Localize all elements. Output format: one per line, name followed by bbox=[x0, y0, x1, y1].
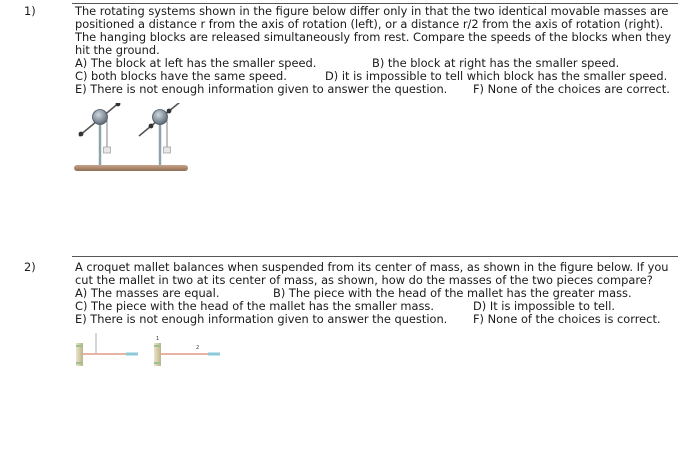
question-1-stem-line: The hanging blocks are released simultaneously from rest. Compare the speeds of the blocks when they bbox=[75, 30, 672, 44]
question-1-stem-line: hit the ground. bbox=[75, 43, 160, 57]
right-rotating-system bbox=[139, 103, 180, 165]
question-2-choices-row-3 bbox=[75, 313, 675, 326]
right-mass-outer bbox=[167, 109, 172, 114]
mallet-handle-grip bbox=[208, 353, 220, 356]
question-2-number: 2) bbox=[24, 260, 36, 274]
question-2-choice-e[interactable]: E) There is not enough information given to answer the question. bbox=[75, 312, 448, 326]
question-1-choice-a[interactable]: A) The block at left has the smaller speed. bbox=[75, 56, 317, 70]
question-1-number: 1) bbox=[24, 4, 36, 18]
question-1-choices-row-3 bbox=[75, 83, 675, 96]
question-1-choice-c[interactable]: C) both blocks have the same speed. bbox=[75, 69, 287, 83]
right-mass-inner bbox=[149, 124, 154, 129]
question-2-stem-line: cut the mallet in two at its center of mass, as shown, how do the masses of the two pieces compare? bbox=[75, 273, 653, 287]
question-2-choice-c[interactable]: C) The piece with the head of the mallet has the smaller mass. bbox=[75, 299, 434, 313]
question-2-top-rule bbox=[72, 256, 678, 257]
question-1-stem bbox=[75, 5, 675, 57]
left-mass-inner bbox=[79, 132, 84, 137]
mallet-handle-grip bbox=[126, 353, 138, 356]
piece-label-2: 2 bbox=[196, 345, 200, 351]
mallet-head-band-top bbox=[154, 345, 161, 347]
croquet-mallet-figure bbox=[72, 333, 227, 367]
question-2-stem-line: A croquet mallet balances when suspended from its center of mass, as shown in the figure below. If you bbox=[75, 260, 669, 274]
question-2-choice-b[interactable]: B) The piece with the head of the mallet has the greater mass. bbox=[273, 286, 632, 300]
question-2-choice-a[interactable]: A) The masses are equal. bbox=[75, 286, 220, 300]
mallet-head-band-bottom bbox=[76, 362, 83, 364]
mallet-head-band-top bbox=[76, 345, 83, 347]
rotating-systems-figure bbox=[72, 103, 192, 178]
mallet-suspended bbox=[76, 333, 138, 366]
ground-platform bbox=[74, 165, 188, 171]
right-pulley bbox=[153, 110, 168, 125]
question-1-choice-d[interactable]: D) it is impossible to tell which block has the smaller speed. bbox=[325, 69, 668, 83]
question-1-stem-line: The rotating systems shown in the figure below differ only in that the two identical movable masses are bbox=[75, 4, 669, 18]
question-1-choice-f[interactable]: F) None of the choices are correct. bbox=[473, 82, 670, 96]
question-1-stem-line: positioned a distance r from the axis of rotation (left), or a distance r/2 from the axis of rotation (right). bbox=[75, 17, 664, 31]
mallet-cut bbox=[154, 336, 220, 366]
left-hanging-block bbox=[104, 147, 111, 153]
piece-label-1: 1 bbox=[156, 336, 160, 342]
left-rotating-system bbox=[79, 103, 121, 165]
question-1-choice-e[interactable]: E) There is not enough information given to answer the question. bbox=[75, 82, 448, 96]
question-2-choice-f[interactable]: F) None of the choices is correct. bbox=[473, 312, 661, 326]
question-2-choice-d[interactable]: D) It is impossible to tell. bbox=[473, 299, 615, 313]
right-hanging-block bbox=[164, 147, 171, 153]
question-2-stem bbox=[75, 261, 675, 287]
mallet-head-band-bottom bbox=[154, 362, 161, 364]
question-1-choice-b[interactable]: B) the block at right has the smaller speed. bbox=[372, 56, 620, 70]
left-pulley bbox=[93, 110, 108, 125]
